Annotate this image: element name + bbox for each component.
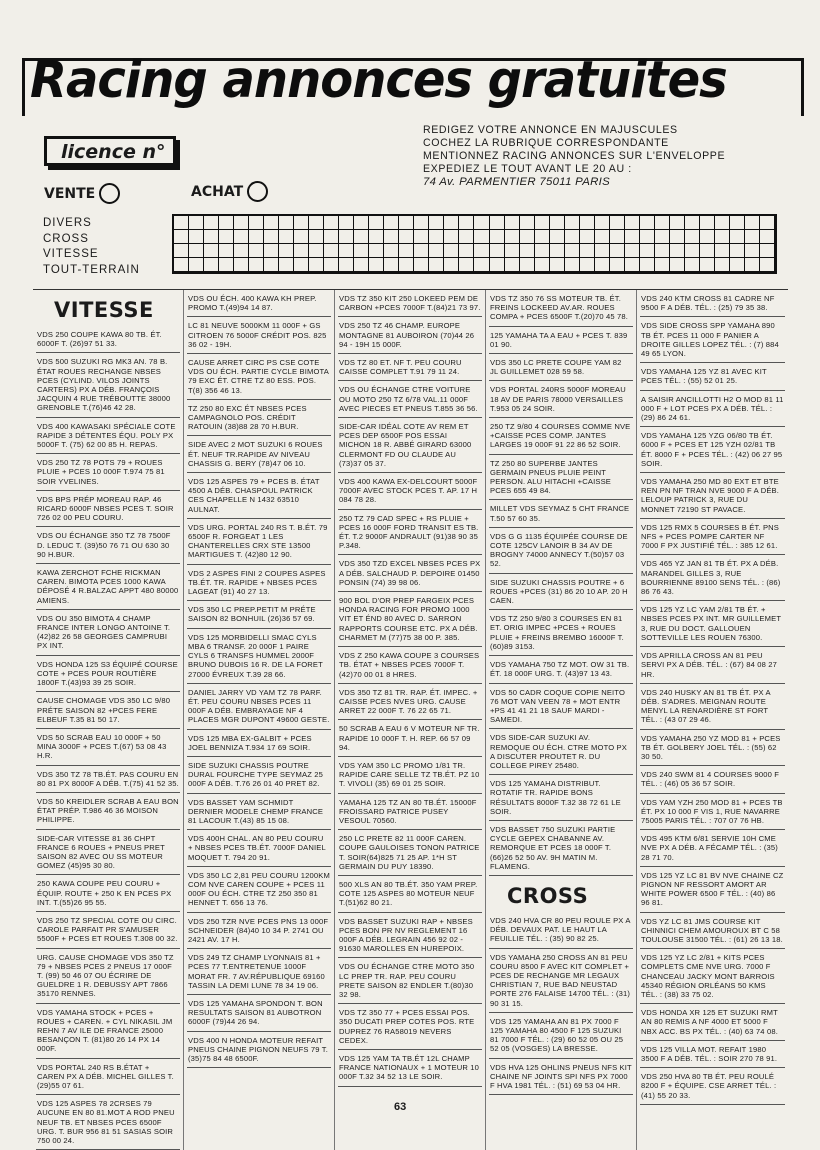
grid-cell[interactable] xyxy=(204,230,219,244)
grid-cell[interactable] xyxy=(565,216,580,230)
grid-cell[interactable] xyxy=(234,216,249,230)
classified-ad: VDS 350 TZ 81 TR. RAP. ÉT. IMPEC. + CAISSE PCES NVES URG. CAUSE ARRET 22 000F T. 76 22 65 71. xyxy=(338,684,482,721)
classified-ad: VDS OU ÉCH. 400 KAWA KH PREP. PROMO T.(49)94 14 87. xyxy=(187,290,331,317)
grid-cell[interactable] xyxy=(369,258,384,272)
achat-option[interactable] xyxy=(191,181,268,202)
classified-ad: VDS 400 N HONDA MOTEUR REFAIT PNEUS CHAINE PIGNON NEUFS 79 T. (35)75 84 48 6500F. xyxy=(187,1032,331,1069)
grid-cell[interactable] xyxy=(610,230,625,244)
grid-cell[interactable] xyxy=(189,244,204,258)
instruction-line: REDIGEZ VOTRE ANNONCE EN MAJUSCULES xyxy=(423,124,678,136)
classified-ad: VDS 350 LC PREP.PETIT M PRÉTE SAISON 82 BONHUIL (26)36 57 69. xyxy=(187,601,331,628)
classified-ad: VDS YAMAHA 250 CROSS AN 81 PEU COURU 8500 F AVEC KIT COMPLET + PCES DE RECHANGE MR LEGAUX CHRISTIAN 7, RUE BAD NEUSTAD PORTE 276 FALAISE 14700 TÉL. : (31) 90 31 15. xyxy=(489,949,633,1013)
category-divers[interactable]: DIVERS xyxy=(43,217,92,229)
grid-cell[interactable] xyxy=(625,258,640,272)
grid-cell[interactable] xyxy=(640,244,655,258)
grid-cell[interactable] xyxy=(369,230,384,244)
classified-ad: VDS 240 KTM CROSS 81 CADRE NF 9500 F A DÉB. TÉL. : (25) 79 35 38. xyxy=(640,290,785,317)
classified-ad: VDS BASSET 750 SUZUKI PARTIE CYCLE GEPEX CHABANNE AV. REMORQUE ET PCES 18 000F T.(66)26 52 50 AV. 9H MATIN M. FLAMENG. xyxy=(489,821,633,876)
grid-cell[interactable] xyxy=(730,258,745,272)
grid-cell[interactable] xyxy=(264,244,279,258)
grid-cell[interactable] xyxy=(249,244,264,258)
grid-cell[interactable] xyxy=(264,258,279,272)
grid-cell[interactable] xyxy=(219,244,234,258)
classified-ad: KAWA ZERCHOT FCHE RICKMAN CAREN. BIMOTA PCES 1000 KAWA DÉPOSÉ 4 R.BALZAC APPT 480 80000 AMIENS. xyxy=(36,564,180,610)
classified-ad: VDS 400H CHAL. AN 80 PEU COURU + NBSES PCES TB.ÉT. 7000F DANIEL MOQUET T. 794 20 91. xyxy=(187,830,331,867)
classified-ad: 250 TZ 79 CAD SPEC + RS PLUIE + PCES 16 000F FORD TRANSIT ES TB. ÉT. T.2 9000F ANDRAULT (91)38 90 35 P.348. xyxy=(338,510,482,556)
grid-cell[interactable] xyxy=(294,230,309,244)
grid-cell[interactable] xyxy=(324,230,339,244)
classified-ad: VDS 125 YAMAHA AN 81 PX 7000 F 125 YAMAHA 80 4500 F 125 SUZUKI 81 7000 F TÉL. : (29) 60 52 05 OU 25 52 05 (VOSGES) LA BRESSE. xyxy=(489,1013,633,1059)
grid-cell[interactable] xyxy=(384,230,399,244)
classified-ad: SIDE-CAR IDÉAL COTE AV REM ET PCES DEP 6500F POS ESSAI MICHON 18 R. ABBÉ GIRARD 63000 CLERMONT FD OU CLAUDE AU (73)37 05 37. xyxy=(338,418,482,473)
classified-ad: 500 XLS AN 80 TB.ÉT. 350 YAM PREP. COTE 125 ASPES 80 MOTEUR NEUF T.(51)62 80 21. xyxy=(338,876,482,913)
classified-ad: VDS 125 MBA EX-GALBIT + PCES JOEL BENNIZA T.934 17 69 SOIR. xyxy=(187,730,331,757)
grid-cell[interactable] xyxy=(715,216,730,230)
classified-ad: SIDE AVEC 2 MOT SUZUKI 6 ROUES ÉT. NEUF TR.RAPIDE AV NIVEAU CHASSIS G. BERY (78)47 06 10. xyxy=(187,436,331,473)
grid-cell[interactable] xyxy=(174,230,189,244)
grid-cell[interactable] xyxy=(685,244,700,258)
grid-cell[interactable] xyxy=(219,230,234,244)
grid-cell[interactable] xyxy=(219,216,234,230)
classified-ad: VDS 125 ASPES 78 2CRSES 79 AUCUNE EN 80 81.MOT A ROD PNEU NEUF TB. ET NBSES PCES 6500F URG. T. BUR 956 81 51 SASIAS SOIR 750 00 24. xyxy=(36,1095,180,1150)
grid-cell[interactable] xyxy=(219,258,234,272)
classified-ad: VDS BPS PRÉP MOREAU RAP. 46 RICARD 6000F NBSES PCES T. SOIR 726 02 00 PEU COURU. xyxy=(36,491,180,528)
grid-cell[interactable] xyxy=(459,216,474,230)
grid-cell[interactable] xyxy=(565,244,580,258)
grid-cell[interactable] xyxy=(309,216,324,230)
grid-cell[interactable] xyxy=(234,258,249,272)
classified-ad: VDS YAMAHA 750 TZ MOT. OW 31 TB. ÉT. 18 000F URG. T. (43)97 13 43. xyxy=(489,656,633,683)
classified-ad: 900 BOL D'OR PREP FARGEIX PCES HONDA RACING FOR PROMO 1000 VIT ET ÉND 80 AVEC D. SARRON RAPPORTS COURSE ETC. PX A DÉB. CHARMET M (77)75 38 00 P. 385. xyxy=(338,592,482,647)
classified-ad: VDS 125 RMX 5 COURSES B ÉT. PNS NFS + PCES POMPE CARTER NF 7000 F PX JUSTIFIÉ TÉL. : 385 12 61. xyxy=(640,519,785,556)
grid-cell[interactable] xyxy=(174,258,189,272)
classified-ad: VDS 240 HUSKY AN 81 TB ÉT. PX A DÉB. S'ADRES. MEIGNAN ROUTE MENYL LA RENARDIÈRE ST FORT TÉL. : (43 07 29 46. xyxy=(640,684,785,730)
grid-cell[interactable] xyxy=(745,258,760,272)
grid-cell[interactable] xyxy=(174,216,189,230)
grid-cell[interactable] xyxy=(474,230,489,244)
classified-ad: 250 LC PRETE 82 11 000F CAREN. COUPE GAULOISES TONON PATRICE T. SOIR(64)825 71 25 AP. 1*H ST GERMAIN DU PUY 18390. xyxy=(338,830,482,876)
grid-cell[interactable] xyxy=(490,216,505,230)
grid-cell[interactable] xyxy=(414,244,429,258)
grid-cell[interactable] xyxy=(414,230,429,244)
grid-cell[interactable] xyxy=(279,230,294,244)
grid-cell[interactable] xyxy=(520,216,535,230)
grid-cell[interactable] xyxy=(249,258,264,272)
grid-cell[interactable] xyxy=(234,230,249,244)
column-4 xyxy=(486,290,637,1150)
grid-cell[interactable] xyxy=(369,216,384,230)
grid-cell[interactable] xyxy=(429,230,444,244)
column-1 xyxy=(33,290,184,1150)
classified-ad: A SAISIR ANCILLOTTI H2 O MOD 81 11 000 F + LOT PCES PX A DÉB. TÉL. : (29) 86 24 61. xyxy=(640,391,785,428)
classified-ad: VDS 50 KREIDLER SCRAB A EAU BON ÉTAT PRÉP. T.986 46 36 MOISON PHILIPPE. xyxy=(36,793,180,830)
classified-ad: MILLET VDS SEYMAZ 5 CHT FRANCE T.50 57 60 35. xyxy=(489,500,633,527)
category-list xyxy=(43,216,140,278)
grid-cell[interactable] xyxy=(189,216,204,230)
grid-cell[interactable] xyxy=(580,244,595,258)
grid-cell[interactable] xyxy=(279,216,294,230)
grid-cell[interactable] xyxy=(490,230,505,244)
grid-cell[interactable] xyxy=(715,244,730,258)
grid-cell[interactable] xyxy=(354,244,369,258)
achat-label: ACHAT xyxy=(191,183,244,200)
classified-ad: DANIEL JARRY VD YAM TZ 78 PARF. ÉT. PEU COURU NBSES PCES 11 000F A DÉB. EMBRAYAGE NF 4 PLACES MGR DUPONT 49600 GESTE. xyxy=(187,684,331,730)
grid-cell[interactable] xyxy=(685,216,700,230)
grid-cell[interactable] xyxy=(535,216,550,230)
grid-cell[interactable] xyxy=(264,230,279,244)
grid-cell[interactable] xyxy=(490,258,505,272)
grid-cell[interactable] xyxy=(339,258,354,272)
instructions xyxy=(423,124,725,189)
grid-cell[interactable] xyxy=(625,244,640,258)
classified-ad: VDS 125 ASPES 79 + PCES B. ÉTAT 4500 A DÉB. CHASPOUL PATRICK CES CHAPELLE N 1432 63510 AULNAT. xyxy=(187,473,331,519)
grid-cell[interactable] xyxy=(354,216,369,230)
grid-cell[interactable] xyxy=(444,216,459,230)
classified-ad: VDS HONDA 125 S3 ÉQUIPÉ COURSE COTE + PCES POUR ROUTIÈRE 1800F T.(43)93 39 25 SOIR. xyxy=(36,656,180,693)
grid-cell[interactable] xyxy=(730,230,745,244)
grid-cell[interactable] xyxy=(685,258,700,272)
grid-cell[interactable] xyxy=(730,244,745,258)
instruction-line: MENTIONNEZ RACING ANNONCES SUR L'ENVELOPPE xyxy=(423,150,726,162)
grid-cell[interactable] xyxy=(580,216,595,230)
classified-ad: VDS 125 VILLA MOT. REFAIT 1980 3500 F A DÉB. TÉL. : SOIR 270 78 91. xyxy=(640,1041,785,1068)
classified-ad: VDS YAMAHA 125 YZ 81 AVEC KIT PCES TÉL. : (55) 52 01 25. xyxy=(640,363,785,390)
grid-cell[interactable] xyxy=(550,216,565,230)
grid-cell[interactable] xyxy=(595,230,610,244)
grid-cell[interactable] xyxy=(384,258,399,272)
grid-cell[interactable] xyxy=(279,244,294,258)
grid-cell[interactable] xyxy=(640,258,655,272)
grid-cell[interactable] xyxy=(444,244,459,258)
grid-cell[interactable] xyxy=(700,230,715,244)
classified-ad: VDS 495 KTM 6/81 SERVIE 10H CME NVE PX A DÉB. A FÉCAMP TÉL. : (35) 28 71 70. xyxy=(640,830,785,867)
classified-ad: CAUSE ARRET CIRC PS CSE COTE VDS OU ÉCH. PARTIE CYCLE BIMOTA 79 EXC ÉT. CTRE TZ 80 ESS. POS. T(8) 356 46 13. xyxy=(187,354,331,400)
grid-cell[interactable] xyxy=(414,216,429,230)
grid-cell[interactable] xyxy=(459,244,474,258)
classified-ad: VDS TZ 250 9/80 3 COURSES EN 81 ET. ORIG IMPEC +PCES + ROUES PLUIE + FREINS BREMBO 16000F T.(60)89 3153. xyxy=(489,610,633,656)
grid-cell[interactable] xyxy=(354,258,369,272)
classified-ad: VDS 240 SWM 81 4 COURSES 9000 F TÉL. : (46) 05 36 57 SOIR. xyxy=(640,766,785,793)
grid-cell[interactable] xyxy=(505,258,520,272)
grid-cell[interactable] xyxy=(670,230,685,244)
category-cross[interactable]: CROSS xyxy=(43,232,89,245)
grid-cell[interactable] xyxy=(610,258,625,272)
grid-cell[interactable] xyxy=(760,230,775,244)
grid-cell[interactable] xyxy=(640,216,655,230)
grid-cell[interactable] xyxy=(595,244,610,258)
classified-ad: 50 SCRAB A EAU 6 V MOTEUR NF TR. RAPIDE 10 000F T. H. REP. 66 57 09 94. xyxy=(338,720,482,757)
grid-cell[interactable] xyxy=(730,216,745,230)
classified-ad: 250 KAWA COUPE PEU COURU + ÉQUIP. ROUTE + 250 K EN PCES PX INT. T.(55)26 95 55. xyxy=(36,875,180,912)
grid-cell[interactable] xyxy=(595,216,610,230)
section-heading-vitesse: VITESSE xyxy=(54,298,154,322)
grid-cell[interactable] xyxy=(174,244,189,258)
grid-cell[interactable] xyxy=(204,258,219,272)
masthead-title: Racing annonces gratuites xyxy=(30,50,727,110)
grid-cell[interactable] xyxy=(760,244,775,258)
address: 74 Av. PARMENTIER 75011 PARIS xyxy=(423,176,611,188)
classified-ad: VDS YAMAHA STOCK + PCES + ROUES + CAREN. + CYL NIKASIL JM REHN 7 AV ILE DE FRANCE 25000 BESANÇON T. (81)80 26 14 PX 14 000F. xyxy=(36,1004,180,1059)
classified-ad: VDS TZ 350 KIT 250 LOKEED PEM DE CARBON +PCES 7000F T.(84)21 73 97. xyxy=(338,290,482,317)
classified-ad: VDS YAM YZH 250 MOD 81 + PCES TB ÉT. PX 10 000 F VIS 1, RUE NAVARRE 75005 PARIS TÉL. : 707 07 76 HB. xyxy=(640,794,785,831)
achat-radio[interactable] xyxy=(247,181,268,202)
grid-cell[interactable] xyxy=(399,244,414,258)
classified-ad: VDS APRILLA CROSS AN 81 PEU SERVI PX A DÉB. TÉL. : (67) 84 08 27 HR. xyxy=(640,647,785,684)
grid-cell[interactable] xyxy=(339,244,354,258)
classified-ad: VDS TZ 350 77 + PCES ESSAI POS. 350 DUCATI PREP COTES POS. RTE DUPREZ 76 RA58019 NEVERS CEDEX. xyxy=(338,1004,482,1050)
licence-box: licence n° xyxy=(44,136,176,166)
vente-option[interactable] xyxy=(44,183,120,204)
grid-cell[interactable] xyxy=(610,216,625,230)
grid-cell[interactable] xyxy=(459,258,474,272)
classified-ad: VDS 125 YZ LC YAM 2/81 TB ÉT. + NBSES PCES PX INT. MR GUILLEMET 3, RUE DU DOCT. GALLOUEN SOTTEVILLE LES ROUEN 76300. xyxy=(640,601,785,647)
grid-cell[interactable] xyxy=(264,216,279,230)
grid-cell[interactable] xyxy=(655,244,670,258)
classified-ad: VDS 250 TZ SPECIAL COTE OU CIRC. CAROLE PARFAIT PR S'AMUSER 5500F + PCES ET ROUES T.308 00 32. xyxy=(36,912,180,949)
grid-cell[interactable] xyxy=(535,230,550,244)
classified-ad: SIDE SUZUKI CHASSIS POUTRE DURAL FOURCHE TYPE SEYMAZ 25 000F A DÉB. T.76 26 01 40 PRET 82. xyxy=(187,757,331,794)
grid-cell[interactable] xyxy=(760,258,775,272)
grid-cell[interactable] xyxy=(520,258,535,272)
grid-cell[interactable] xyxy=(414,258,429,272)
classified-ad: VDS OU ÉCHANGE CTRE MOTO 350 LC PREP TR. RAP. PEU COURU PRETE SAISON 82 ENDLER T.(80)30 32 98. xyxy=(338,958,482,1004)
classified-ad: VDS 125 YAMAHA SPONDON T. BON RESULTATS SAISON 81 AUBOTRON 6000F (79)44 26 94. xyxy=(187,995,331,1032)
classified-ad: VDS PORTAL 240RS 5000F MOREAU 18 AV DE PARIS 78000 VERSAILLES T.953 05 24 SOIR. xyxy=(489,381,633,418)
classified-ad: VDS 350 LC PRETE COUPE YAM 82 JL GUILLEMET 028 59 58. xyxy=(489,354,633,381)
grid-cell[interactable] xyxy=(610,244,625,258)
grid-cell[interactable] xyxy=(550,258,565,272)
grid-cell[interactable] xyxy=(204,216,219,230)
grid-cell[interactable] xyxy=(505,216,520,230)
grid-cell[interactable] xyxy=(655,230,670,244)
classified-ad: VDS 350 TZD EXCEL NBSES PCES PX A DÉB. SALCHAUD P. DEPOIRE 01450 PONSIN (74) 39 98 06. xyxy=(338,555,482,592)
grid-cell[interactable] xyxy=(505,244,520,258)
grid-cell[interactable] xyxy=(550,230,565,244)
vente-label: VENTE xyxy=(44,185,96,202)
vente-radio[interactable] xyxy=(99,183,120,204)
classified-ad: SIDE-CAR VITESSE 81 36 CHPT FRANCE 6 ROUES + PNEUS PRET SAISON 82 AVEC OU SS MOTEUR GOMEZ (45)95 30 80. xyxy=(36,830,180,876)
grid-cell[interactable] xyxy=(655,258,670,272)
instruction-line: EXPEDIEZ LE TOUT AVANT LE 20 AU : xyxy=(423,163,632,175)
classified-ad: VDS BASSET SUZUKI RAP + NBSES PCES BON PR NV REGLEMENT 16 000F A DÉB. LEGRAIN 456 92 02 - 91630 MAROLLES EN HUREPOIX. xyxy=(338,913,482,959)
classified-ad: VDS 400 KAWASAKI SPÉCIALE COTE RAPIDE 3 DÉTENTES ÉQU. POLY PX 5000F T. (75) 62 00 85 H. REPAS. xyxy=(36,418,180,455)
classified-ad: TZ 250 80 EXC ÉT NBSES PCES CAMPAGNOLO POS. CRÉDIT RATOUIN (38)88 28 70 H.BUR. xyxy=(187,400,331,437)
grid-cell[interactable] xyxy=(490,244,505,258)
grid-cell[interactable] xyxy=(745,216,760,230)
grid-cell[interactable] xyxy=(324,244,339,258)
classified-ad: VDS G G 1135 ÉQUIPÉE COURSE DE COTE 125CV LANOIR B 34 AV DE BROGNY 74000 ANNECY T.(50)57 03 52. xyxy=(489,528,633,574)
grid-cell[interactable] xyxy=(580,258,595,272)
grid-cell[interactable] xyxy=(685,230,700,244)
grid-cell[interactable] xyxy=(309,244,324,258)
grid-cell[interactable] xyxy=(309,230,324,244)
classified-ad: VDS 125 YZ LC 81 BV NVE CHAINE CZ PIGNON NF RESSORT AMORT AR WHITE POWER 6500 F TÉL. : (40) 86 96 81. xyxy=(640,867,785,913)
classified-ad: VDS TZ 80 ET. NF T. PEU COURU CAISSE COMPLET T.91 79 11 24. xyxy=(338,354,482,381)
column-5 xyxy=(637,290,788,1150)
grid-cell[interactable] xyxy=(189,258,204,272)
grid-cell[interactable] xyxy=(474,216,489,230)
classified-ad: VDS 250 TZR NVE PCES PNS 13 000F SCHNEIDER (84)40 10 34 P. 2741 OU 2421 AV. 17 H. xyxy=(187,913,331,950)
grid-cell[interactable] xyxy=(670,244,685,258)
classified-ad: VDS 350 LC 2,81 PEU COURU 1200KM COM NVE CAREN COUPE + PCES 11 000F OU ÉCH. CTRE TZ 250 350 81 HENNET T. 656 13 76. xyxy=(187,867,331,913)
grid-cell[interactable] xyxy=(625,216,640,230)
classified-ad: VDS OU 350 BIMOTA 4 CHAMP FRANCE INTER LONGO ANTOINE T. (42)82 26 58 GEORGES CAMPRUBI PX INT. xyxy=(36,610,180,656)
grid-cell[interactable] xyxy=(339,230,354,244)
grid-cell[interactable] xyxy=(234,244,249,258)
classified-ad: 125 YAMAHA TA A EAU + PCES T. 839 01 90. xyxy=(489,327,633,354)
grid-cell[interactable] xyxy=(399,258,414,272)
classified-ad: VDS Z 250 KAWA COUPE 3 COURSES TB. ÉTAT + NBSES PCES 7000F T.(42)70 00 01 8 HRES. xyxy=(338,647,482,684)
grid-cell[interactable] xyxy=(505,230,520,244)
grid-cell[interactable] xyxy=(520,244,535,258)
grid-cell[interactable] xyxy=(580,230,595,244)
column-3 xyxy=(335,290,486,1150)
grid-cell[interactable] xyxy=(760,216,775,230)
grid-cell[interactable] xyxy=(640,230,655,244)
classified-ad: VDS 125 MORBIDELLI SMAC CYLS MBA 6 TRANSF. 20 000F 1 PAIRE CYLS 6 TRANSFS HUMMEL 2000F BRUNO DUBOIS 16 R. DE LA FORET 27000 ÉVREUX T.39 28 66. xyxy=(187,629,331,684)
classified-ad: VDS HONDA XR 125 ET SUZUKI RMT AN 80 REMIS A NF 4000 ET 5000 F NBX ACC. BS PX TÉL. : (40) 63 74 08. xyxy=(640,1004,785,1041)
classified-ad: VDS OU ÉCHANGE CTRE VOITURE OU MOTO 250 TZ 6/78 VAL.11 000F AVEC PIECES ET PNEUS T.855 36 56. xyxy=(338,381,482,418)
classified-ad: VDS 500 SUZUKI RG MK3 AN. 78 B. ÉTAT ROUES RECHANGE NBSES PCES (CYLIND. VILOS JOINTS CARTERS) PX A DÉB. FRANÇOIS JACQUIN 4 RUE TRÉBOUTTE 38000 GRENOBLE T.(76)46 42 28. xyxy=(36,353,180,417)
classified-ad: VDS 240 HVA CR 80 PEU ROULE PX A DÉB. DEVAUX PAT. LE HAUT LA FEUILLIE TÉL. : (35) 90 82 25. xyxy=(489,912,633,949)
classified-ad: VDS BASSET YAM SCHMIDT DERNIER MODELE CHEMP FRANCE 81 LACOUR T.(43) 85 15 08. xyxy=(187,794,331,831)
classified-ad: VDS YAMAHA 250 MD 80 EXT ET BTE REN PN NF TRAN NVE 9000 F A DÉB. LELOUP PATRICK 3, RUE DU MONNET 72190 ST PAVACE. xyxy=(640,473,785,519)
grid-cell[interactable] xyxy=(249,216,264,230)
grid-cell[interactable] xyxy=(459,230,474,244)
classified-ad: VDS YAM 350 LC PROMO 1/81 TR. RAPIDE CARE SELLE TZ TB.ÉT. PZ 10 T. VIVOLI (35) 69 01 25 SOIR. xyxy=(338,757,482,794)
classified-ad: VDS 125 YAM TA TB.ÉT 12L CHAMP FRANCE NATIONAUX + 1 MOTEUR 10 000F T.32 34 52 13 LE SOIR. xyxy=(338,1050,482,1087)
category-tout-terrain[interactable]: TOUT-TERRAIN xyxy=(43,263,140,276)
classified-ad: VDS 250 TZ 46 CHAMP. EUROPE MONTAGNE 81 AUBOIRON (70)44 26 94 - 19H 15 000F. xyxy=(338,317,482,354)
grid-cell[interactable] xyxy=(670,216,685,230)
grid-cell[interactable] xyxy=(429,216,444,230)
classified-ad: VDS 250 COUPE KAWA 80 TB. ÉT. 6000F T. (26)97 51 33. xyxy=(36,326,180,353)
classified-ad: VDS 50 SCRAB EAU 10 000F + 50 MINA 3000F + PCES T.(67) 53 08 43 H.R. xyxy=(36,729,180,766)
grid-cell[interactable] xyxy=(429,244,444,258)
grid-cell[interactable] xyxy=(715,230,730,244)
grid-cell[interactable] xyxy=(700,216,715,230)
grid-cell[interactable] xyxy=(249,230,264,244)
classified-ad: VDS SIDE CROSS SPP YAMAHA 890 TB ÉT. PCES 11 000 F PANIER A DROITE GILLES LOPEZ TÉL. : (7) 884 49 65 LYON. xyxy=(640,317,785,363)
grid-cell[interactable] xyxy=(189,230,204,244)
grid-cell[interactable] xyxy=(745,230,760,244)
classified-ad: VDS 350 TZ 78 TB.ÉT. PAS COURU EN 80 81 PX 8000F A DÉB. T.(75) 41 52 35. xyxy=(36,766,180,793)
classified-ad: VDS YZ LC 81 JMS COURSE KIT CHINNICI CHEM AMOUROUX BT C 58 TOULOUSE 31500 TÉL. : (61) 26 13 18. xyxy=(640,913,785,950)
grid-cell[interactable] xyxy=(535,244,550,258)
grid-cell[interactable] xyxy=(474,258,489,272)
grid-cell[interactable] xyxy=(745,244,760,258)
section-heading-cross: CROSS xyxy=(507,883,589,908)
grid-cell[interactable] xyxy=(474,244,489,258)
classified-ad: VDS HVA 125 OHLINS PNEUS NFS KIT CHAINE NF JOINTS SPI NFS PX 7000 F HVA 1981 TÉL. : (51) 69 53 04 HR. xyxy=(489,1059,633,1096)
grid-cell[interactable] xyxy=(595,258,610,272)
grid-cell[interactable] xyxy=(520,230,535,244)
grid-cell[interactable] xyxy=(444,258,459,272)
classified-ad: VDS PORTAL 240 RS B.ÉTAT + CAREN PX A DÉB. MICHEL GILLES T.(29)55 07 61. xyxy=(36,1059,180,1096)
classified-ad: TZ 250 80 SUPERBE JANTES GERMAIN PNEUS PLUIE PEINT PERSON. ALU HITACHI +CAISSE PCES 655 49 84. xyxy=(489,455,633,501)
classified-ad: 250 TZ 9/80 4 COURSES COMME NVE +CAISSE PCES COMP. JANTES LARGES 19 000F 91 22 86 52 SOIR. xyxy=(489,418,633,455)
classified-ad: VDS 125 YAMAHA DISTRIBUT. ROTATIF TR. RAPIDE BONS RÉSULTATS 8000F T.32 38 72 61 LE SOIR. xyxy=(489,775,633,821)
classified-ad: VDS OU ÉCHANGE 350 TZ 78 7500F D. LEDUC T. (39)50 76 71 OU 630 30 90 H.BUR. xyxy=(36,527,180,564)
grid-cell[interactable] xyxy=(324,258,339,272)
grid-cell[interactable] xyxy=(700,244,715,258)
grid-cell[interactable] xyxy=(625,230,640,244)
grid-cell[interactable] xyxy=(715,258,730,272)
grid-cell[interactable] xyxy=(655,216,670,230)
grid-cell[interactable] xyxy=(565,258,580,272)
classified-ad: VDS 249 TZ CHAMP LYONNAIS 81 + PCES 77 T.ENTRETENUE 1000F MORAT FR. 7 AV.RÉPUBLIQUE 69160 TASSIN LA DEMI LUNE 78 34 19 06. xyxy=(187,949,331,995)
grid-cell[interactable] xyxy=(294,216,309,230)
grid-cell[interactable] xyxy=(565,230,580,244)
grid-cell[interactable] xyxy=(204,244,219,258)
grid-cell[interactable] xyxy=(535,258,550,272)
grid-cell[interactable] xyxy=(279,258,294,272)
grid-cell[interactable] xyxy=(384,216,399,230)
classified-ad: VDS 2 ASPES FINI 2 COUPES ASPES TB.ÉT. TR. RAPIDE + NBSES PCES LAGEAT (91) 40 27 13. xyxy=(187,565,331,602)
classified-ad: URG. CAUSE CHOMAGE VDS 350 TZ 79 + NBSES PCES 2 PNEUS 17 000F T. (99) 50 46 07 OU ÉCRIRE DE GUELDRE 1 R. DEBUSSY APT 7866 35170 RENNES. xyxy=(36,949,180,1004)
classified-ad: SIDE SUZUKI CHASSIS POUTRE + 6 ROUES +PCES (31) 86 20 10 AP. 20 H CAEN. xyxy=(489,574,633,611)
grid-cell[interactable] xyxy=(369,244,384,258)
classifieds-columns xyxy=(33,289,788,1146)
classified-ad: VDS YAMAHA 250 YZ MOD 81 + PCES TB ÉT. GOLBERY JOEL TÉL. : (55) 62 30 50. xyxy=(640,730,785,767)
classified-ad: VDS 465 YZ JAN 81 TB ÉT. PX A DÉB. MARANDEL GILLES 3, RUE BOURRIENNE 89100 SENS TÉL. : (86) 86 76 43. xyxy=(640,555,785,601)
classified-ad: VDS 50 CADR COQUE COPIE NEITO 76 MOT VAN VEEN 78 + MOT ENTR +PS 41 41 21 18 SAUF MARDI - SAMEDI. xyxy=(489,684,633,730)
classified-ad: VDS 125 YZ LC 2/81 + KITS PCES COMPLETS CME NVE URG. 7000 F CHANCEAU JACKY MONT BARROIS 45340 RÉGION ORLÉANS 50 KMS TÉL. : (38) 33 75 02. xyxy=(640,949,785,1004)
classified-ad: LC 81 NEUVE 5000KM 11 000F + GS CITROEN 76 5000F CRÉDIT POS. 825 36 02 - 19H. xyxy=(187,317,331,354)
grid-cell[interactable] xyxy=(550,244,565,258)
classified-ad: VDS TZ 350 76 SS MOTEUR TB. ÉT. FREINS LOCKEED AV.AR. ROUES COMPA + PCES 6500F T.(20)70 45 78. xyxy=(489,290,633,327)
grid-cell[interactable] xyxy=(324,216,339,230)
instruction-line: COCHEZ LA RUBRIQUE CORRESPONDANTE xyxy=(423,137,669,149)
grid-cell[interactable] xyxy=(354,230,369,244)
grid-cell[interactable] xyxy=(294,244,309,258)
grid-cell[interactable] xyxy=(399,216,414,230)
grid-cell[interactable] xyxy=(700,258,715,272)
classified-ad: YAMAHA 125 TZ AN 80 TB.ÉT. 15000F FROISSARD PATRICE PUSEY VESOUL 70560. xyxy=(338,794,482,831)
grid-cell[interactable] xyxy=(429,258,444,272)
grid-cell[interactable] xyxy=(294,258,309,272)
grid-cell[interactable] xyxy=(384,244,399,258)
grid-cell[interactable] xyxy=(444,230,459,244)
category-vitesse[interactable]: VITESSE xyxy=(43,248,99,260)
grid-cell[interactable] xyxy=(309,258,324,272)
classified-ad: VDS 400 KAWA EX-DELCOURT 5000F 7000F AVEC STOCK PCES T. AP. 17 H 084 78 28. xyxy=(338,473,482,510)
grid-cell[interactable] xyxy=(339,216,354,230)
classified-ad: VDS URG. PORTAL 240 RS T. B.ÉT. 79 6500F R. FORGEAT 1 LES CHANTERELLES CRX STE 13500 MARTIGUES T. (42)80 12 90. xyxy=(187,519,331,565)
classified-ad: CAUSE CHOMAGE VDS 350 LC 9/80 PRÉTE SAISON 82 +PCES FERE ELBEUF T.35 81 50 17. xyxy=(36,692,180,729)
classified-ad: VDS SIDE-CAR SUZUKI AV. REMOQUE OU ÉCH. CTRE MOTO PX A DISCUTER PROUTET R. DU COLLEGE PIREY 25480. xyxy=(489,729,633,775)
classified-ad: VDS 250 HVA 80 TB ÉT. PEU ROULÉ 8200 F + ÉQUIPE. CSE ARRET TÉL. : (41) 55 20 33. xyxy=(640,1068,785,1105)
writing-grid[interactable] xyxy=(172,214,777,274)
classified-ad: VDS 250 TZ 78 POTS 79 + ROUES PLUIE + PCES 10 000F T.974 75 81 SOIR YVELINES. xyxy=(36,454,180,491)
classified-ad: VDS YAMAHA 125 YZG 06/80 TB ÉT. 6000 F + PCES ET 125 YZH 02/81 TB ÉT. 8000 F + PCES TÉL. : (42) 06 27 95 SOIR. xyxy=(640,427,785,473)
page-number: 63 xyxy=(394,1101,407,1113)
grid-cell[interactable] xyxy=(670,258,685,272)
grid-cell[interactable] xyxy=(399,230,414,244)
column-2 xyxy=(184,290,335,1150)
